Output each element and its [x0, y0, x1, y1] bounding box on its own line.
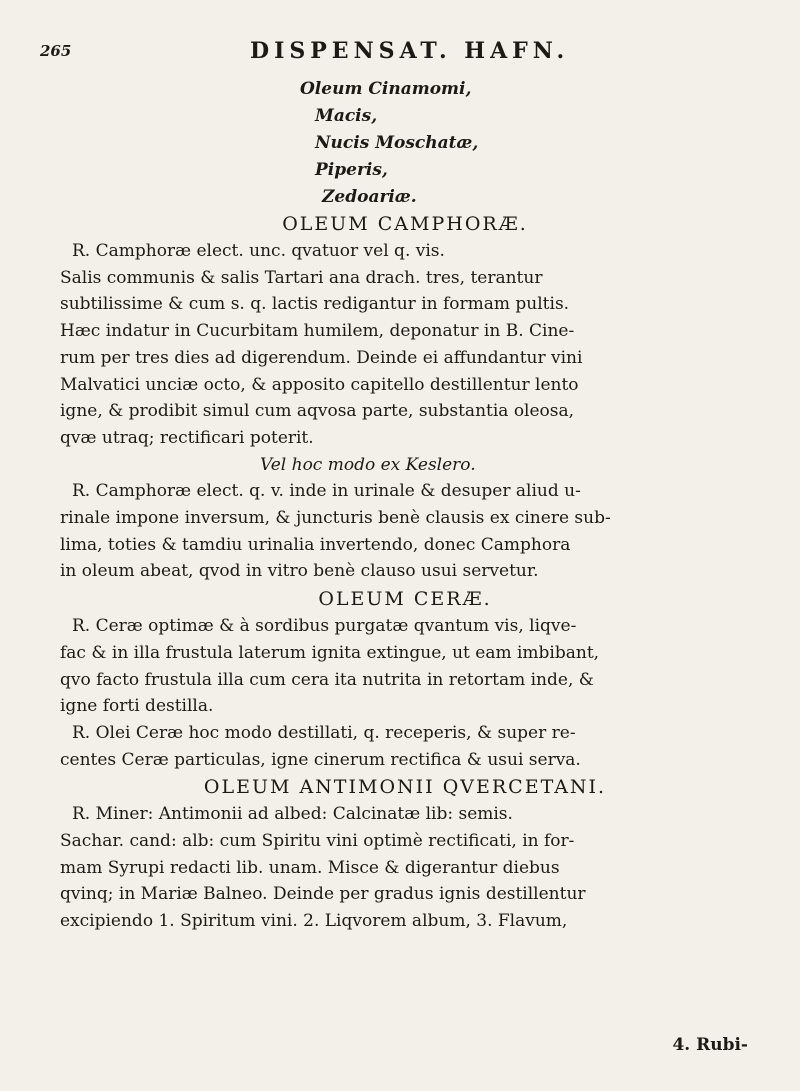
oleum-list-item: Macis,: [315, 106, 378, 126]
text-line: rum per tres dies ad digerendum. Deinde ei affundantur vini: [60, 347, 583, 368]
text-line: Hæc indatur in Cucurbitam humilem, deponatur in B. Cine-: [60, 321, 575, 342]
page-header: [40, 38, 760, 72]
body-text: [60, 210, 750, 935]
paragraph: [60, 238, 750, 452]
text-line: excipiendo 1. Spiritum vini. 2. Liqvorem album, 3. Flavum,: [60, 911, 568, 932]
paragraph: [60, 452, 750, 479]
text-line: R. Miner: Antimonii ad albed: Calcinatæ lib: semis.: [72, 804, 513, 825]
page-number: 265: [40, 42, 72, 60]
paragraph: [60, 720, 750, 773]
catchword: 4. Rubi-: [672, 1035, 748, 1055]
text-line: R. Ceræ optimæ & à sordibus purgatæ qvantum vis, liqve-: [72, 616, 577, 637]
text-line: Sachar. cand: alb: cum Spiritu vini optimè rectificati, in for-: [60, 831, 575, 852]
text-line: R. Olei Ceræ hoc modo destillati, q. receperis, & super re-: [72, 722, 576, 743]
text-line: qvæ utraq; rectificari poterit.: [60, 427, 314, 448]
text-line: igne, & prodibit simul cum aqvosa parte, substantia oleosa,: [60, 401, 575, 422]
oleum-list-item: Oleum Cinamomi,: [300, 79, 472, 99]
text-line: Salis communis & salis Tartari ana drach. tres, terantur: [60, 267, 543, 288]
text-line: mam Syrupi redacti lib. unam. Misce & digerantur diebus: [60, 857, 560, 878]
text-line: lima, toties & tamdiu urinalia invertendo, donec Camphora: [60, 534, 571, 555]
oleum-list-item: Zedoariæ.: [322, 187, 417, 207]
text-line: Vel hoc modo ex Keslero.: [260, 454, 476, 475]
text-line: qvinq; in Mariæ Balneo. Deinde per gradus ignis destillentur: [60, 884, 586, 905]
text-line: qvo facto frustula illa cum cera ita nutrita in retortam inde, &: [60, 669, 594, 690]
paragraph: [60, 478, 750, 585]
section-title: OLEUM CERÆ.: [318, 588, 492, 611]
section-title: OLEUM ANTIMONII QVERCETANI.: [203, 776, 607, 799]
section-title: OLEUM CAMPHORÆ.: [282, 213, 528, 235]
paragraph: [60, 801, 750, 935]
oleum-list-item: Nucis Moschatæ,: [315, 133, 479, 153]
text-line: fac & in illa frustula laterum ignita extingue, ut eam imbibant,: [60, 642, 600, 663]
oleum-list-item: Piperis,: [315, 160, 388, 180]
text-line: igne forti destilla.: [60, 696, 214, 717]
text-line: R. Camphoræ elect. q. v. inde in urinale & desuper aliud u-: [72, 481, 581, 502]
text-line: subtilissime & cum s. q. lactis redigantur in formam pultis.: [60, 294, 570, 315]
running-head: DISPENSAT. HAFN.: [250, 38, 570, 64]
text-line: in oleum abeat, qvod in vitro benè clauso usui servetur.: [60, 561, 539, 582]
paragraph: [60, 613, 750, 720]
text-line: rinale impone inversum, & juncturis benè clausis ex cinere sub-: [60, 508, 611, 529]
text-line: Malvatici unciæ octo, & apposito capitello destillentur lento: [60, 374, 579, 395]
text-line: R. Camphoræ elect. unc. qvatuor vel q. vis.: [72, 241, 445, 261]
text-line: centes Ceræ particulas, igne cinerum rectifica & usui serva.: [60, 749, 581, 770]
oleum-list: [300, 76, 600, 211]
